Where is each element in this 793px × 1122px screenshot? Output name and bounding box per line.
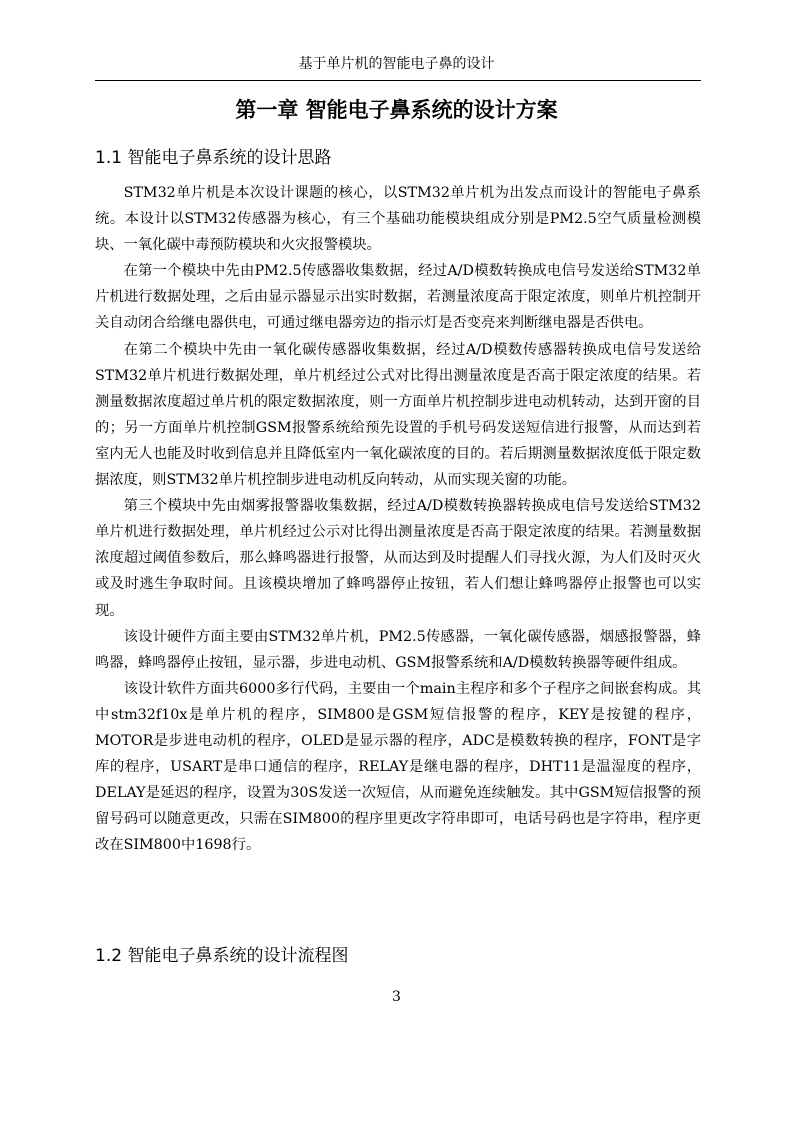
paragraph: 在第一个模块中先由PM2.5传感器收集数据，经过A/D模数转换成电信号发送给STM32单片机进行数据处理，之后由显示器显示出实时数据，若测量浓度高于限定浓度，则单片机控制开关自动闭合给继电器供电，可通过继电器旁边的指示灯是否变亮来判断继电器是否供电。 [95, 263, 701, 332]
section-heading-1-1: 1.1 智能电子鼻系统的设计思路 [95, 148, 332, 168]
section-body [95, 180, 701, 858]
page-number: 3 [392, 989, 401, 1005]
chapter-title: 第一章 智能电子鼻系统的设计方案 [235, 98, 558, 122]
section-heading-1-2: 1.2 智能电子鼻系统的设计流程图 [95, 946, 349, 966]
paragraph: 该设计硬件方面主要由STM32单片机，PM2.5传感器，一氧化碳传感器，烟感报警器，蜂鸣器，蜂鸣器停止按钮，显示器，步进电动机、GSM报警系统和A/D模数转换器等硬件组成。 [95, 628, 701, 671]
paragraph: 在第二个模块中先由一氧化碳传感器收集数据，经过A/D模数传感器转换成电信号发送给STM32单片机进行数据处理，单片机经过公式对比得出测量浓度是否高于限定浓度的结果。若测量数据浓度超过单片机的限定数据浓度，则一方面单片机控制步进电动机转动，达到开窗的目的；另一方面单片机控制GSM报警系统给预先设置的手机号码发送短信进行报警，从而达到若室内无人也能及时收到信息并且降低室内一氧化碳浓度的目的。若后期测量数据浓度低于限定数据浓度，则STM32单片机控制步进电动机反向转动，从而实现关窗的功能。 [95, 341, 701, 489]
paragraph: STM32单片机是本次设计课题的核心，以STM32单片机为出发点而设计的智能电子鼻系统。本设计以STM32传感器为核心，有三个基础功能模块组成分别是PM2.5空气质量检测模块、一氧化碳中毒预防模块和火灾报警模块。 [95, 185, 701, 254]
header-divider [95, 80, 701, 81]
paragraph: 该设计软件方面共6000多行代码，主要由一个main主程序和多个子程序之间嵌套构成。其中stm32f10x是单片机的程序，SIM800是GSM短信报警的程序，KEY是按键的程序，MOTOR是步进电动机的程序，OLED是显示器的程序，ADC是模数转换的程序，FONT是字库的程序，USART是串口通信的程序，RELAY是继电器的程序，DHT11是温湿度的程序，DELAY是延迟的程序，设置为30S发送一次短信，从而避免连续触发。其中GSM短信报警的预留号码可以随意更改，只需在SIM800的程序里更改字符串即可，电话号码也是字符串，程序更改在SIM800中1698行。 [95, 680, 701, 854]
running-header: 基于单片机的智能电子鼻的设计 [298, 56, 495, 72]
paragraph: 第三个模块中先由烟雾报警器收集数据，经过A/D模数转换器转换成电信号发送给STM32单片机进行数据处理，单片机经过公示对比得出测量浓度是否高于限定浓度的结果。若测量数据浓度超过阈值参数后，那么蜂鸣器进行报警，从而达到及时提醒人们寻找火源，为人们及时灭火或及时逃生争取时间。且该模块增加了蜂鸣器停止按钮，若人们想让蜂鸣器停止报警也可以实现。 [95, 498, 701, 619]
